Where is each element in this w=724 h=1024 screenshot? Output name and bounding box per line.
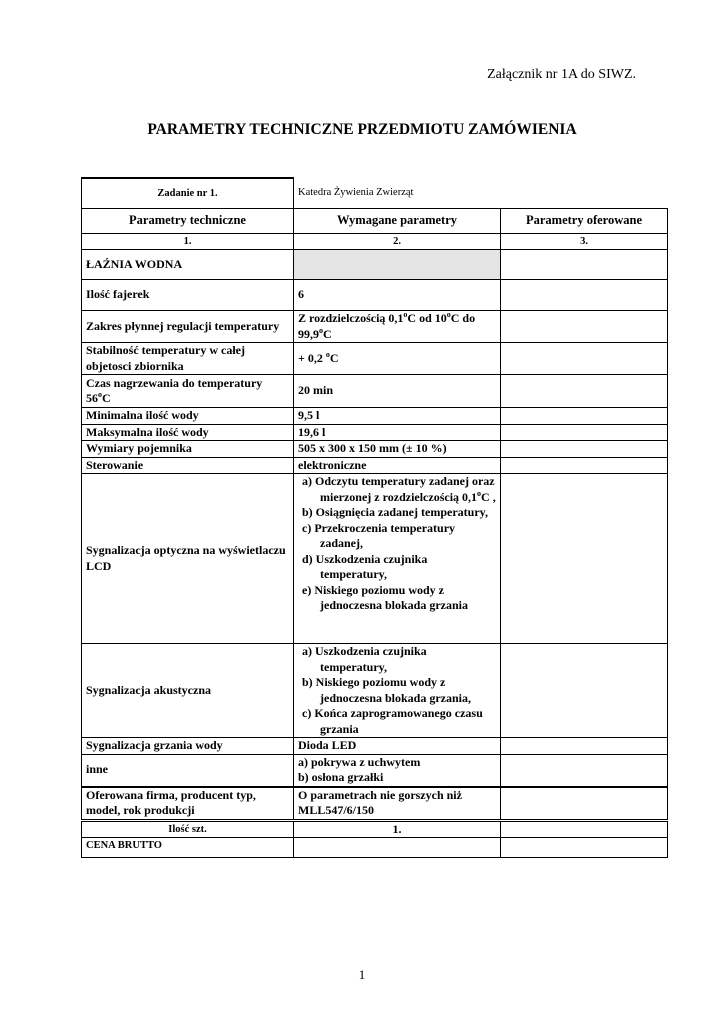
row-value: 19,6 l	[294, 424, 501, 441]
offered-cell	[501, 280, 668, 311]
quantity-value: 1.	[294, 820, 501, 838]
offered-cell	[501, 250, 668, 280]
offered-cell	[501, 408, 668, 425]
header-technical: Parametry techniczne	[82, 208, 294, 233]
list-item: b) Osiągnięcia zadanej temperatury,	[302, 505, 488, 519]
attachment-label: Załącznik nr 1A do SIWZ.	[487, 67, 636, 82]
row-value: 6	[294, 280, 501, 311]
optical-signal-label: Sygnalizacja optyczna na wyświetlaczu LCD	[82, 474, 294, 644]
col-number-3: 3.	[501, 233, 668, 250]
page-number: 1	[358, 967, 366, 982]
row-label: Stabilność temperatury w całej objetosci zbiornika	[82, 343, 294, 375]
list-item: a) Uszkodzenia czujnika temperatury,	[302, 644, 427, 674]
row-label: Wymiary pojemnika	[82, 441, 294, 458]
heating-signal-label: Sygnalizacja grzania wody	[82, 738, 294, 755]
acoustic-signal-label: Sygnalizacja akustyczna	[82, 644, 294, 738]
offer-label: Oferowana firma, producent typ, model, rok produkcji	[82, 787, 294, 821]
other-label: inne	[82, 754, 294, 787]
list-item: c) Końca zaprogramowanego czasu grzania	[302, 706, 483, 736]
list-item: e) Niskiego poziomu wody z jednoczesna blokada grzania	[302, 582, 469, 612]
offered-cell	[501, 474, 668, 644]
row-label: Minimalna ilość wody	[82, 408, 294, 425]
list-item: a) Odczytu temperatury zadanej oraz mierzonej z rozdzielczością 0,1$^o$C ,	[302, 474, 496, 504]
offered-cell	[501, 644, 668, 738]
list-item: b) osłona grzałki	[298, 770, 384, 784]
row-label: Ilość fajerek	[82, 280, 294, 311]
offered-cell	[501, 441, 668, 458]
list-item: a) pokrywa z uchwytem	[298, 754, 421, 769]
section-title: ŁAŹNIA WODNA	[82, 250, 294, 280]
offered-cell	[501, 311, 668, 343]
offered-cell	[501, 787, 668, 821]
offered-cell	[501, 457, 668, 474]
row-label: Sterowanie	[82, 457, 294, 474]
header-required: Wymagane parametry	[294, 208, 501, 233]
offered-cell	[501, 375, 668, 408]
gross-price-label: CENA BRUTTO	[82, 838, 294, 858]
offered-cell	[501, 754, 668, 787]
offered-cell	[501, 820, 668, 838]
row-value: 20 min	[294, 375, 501, 408]
row-label: Zakres płynnej regulacji temperatury	[82, 311, 294, 343]
gross-price-value	[294, 838, 501, 858]
offered-cell	[501, 838, 668, 858]
row-value: 9,5 l	[294, 408, 501, 425]
offer-value: O parametrach nie gorszych niż MLL547/6/150	[294, 787, 501, 821]
header-offered: Parametry oferowane	[501, 208, 668, 233]
offered-cell	[501, 424, 668, 441]
other-list	[294, 754, 501, 787]
task-value: Katedra Żywienia Zwierząt	[294, 178, 668, 208]
heating-signal-value: Dioda LED	[294, 738, 501, 755]
row-value: + 0,2 $^o$C	[294, 343, 501, 375]
row-value: Z rozdzielczością 0,1$^o$C od 10$^o$C do 99,9$^o$C	[294, 311, 501, 343]
row-value: elektroniczne	[294, 457, 501, 474]
task-label: Zadanie nr 1.	[82, 178, 294, 208]
row-value: 505 x 300 x 150 mm (± 10 %)	[294, 441, 501, 458]
list-item: d) Uszkodzenia czujnika temperatury,	[302, 551, 428, 581]
col-number-1: 1.	[82, 233, 294, 250]
quantity-label: Ilość szt.	[82, 820, 294, 838]
acoustic-signal-list	[294, 644, 501, 738]
parameters-table	[81, 177, 667, 858]
list-item: c) Przekroczenia temperatury zadanej,	[302, 520, 456, 550]
col-number-2: 2.	[294, 233, 501, 250]
row-label: Czas nagrzewania do temperatury 56$^o$C	[82, 375, 294, 408]
document-title: PARAMETRY TECHNICZNE PRZEDMIOTU ZAMÓWIENIA	[147, 121, 577, 138]
optical-signal-list	[294, 474, 501, 644]
offered-cell	[501, 343, 668, 375]
offered-cell	[501, 738, 668, 755]
list-item: b) Niskiego poziomu wody z jednoczesna blokada grzania,	[302, 675, 472, 705]
section-gray-cell	[294, 250, 501, 280]
row-label: Maksymalna ilość wody	[82, 424, 294, 441]
